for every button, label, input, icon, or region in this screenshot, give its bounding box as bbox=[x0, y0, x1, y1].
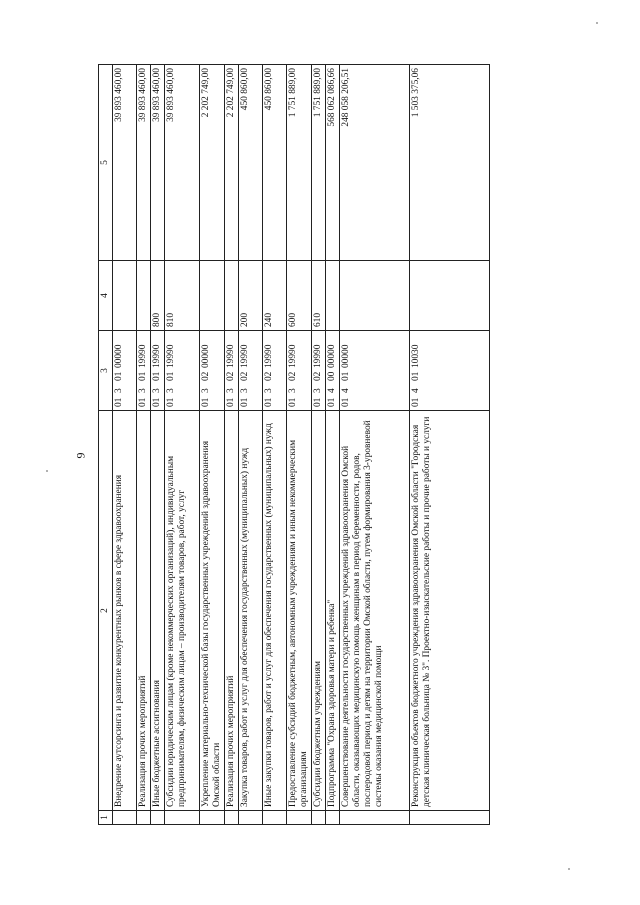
row-name-cell: Иные закупки товаров, работ и услуг для обеспечения государственных (муниципальных) нужд bbox=[263, 411, 287, 811]
row-index-cell bbox=[200, 811, 225, 825]
row-index-cell bbox=[340, 811, 410, 825]
code-part: 01 bbox=[152, 397, 162, 407]
row-code-cell bbox=[287, 331, 312, 411]
page-number: 9 bbox=[73, 452, 88, 459]
code-part: 10030 bbox=[411, 344, 421, 368]
header-col-4: 4 bbox=[99, 261, 113, 331]
code-part: 01 bbox=[226, 397, 236, 407]
row-index-cell bbox=[151, 811, 165, 825]
row-kvr-cell: 240 bbox=[263, 261, 287, 331]
table-row bbox=[326, 65, 340, 825]
table-row bbox=[151, 65, 165, 825]
code-part: 3 bbox=[313, 388, 323, 393]
row-name-cell: Субсидии бюджетным учреждениям bbox=[312, 411, 326, 811]
code-part: 00000 bbox=[327, 344, 337, 368]
row-code-cell bbox=[137, 331, 151, 411]
scan-speck bbox=[46, 470, 48, 472]
rotated-table-container bbox=[98, 65, 580, 825]
row-code-cell bbox=[312, 331, 326, 411]
row-kvr-cell: 610 bbox=[312, 261, 326, 331]
scan-speck bbox=[596, 22, 598, 24]
row-name-cell: Реконструкция объектов бюджетного учреждения здравоохранения Омской области "Городская детская клиническая больница № 3". Проектно-изыскательские работы и прочие работы и услуги bbox=[410, 411, 490, 811]
code-part: 02 bbox=[226, 371, 236, 381]
code-part: 00000 bbox=[114, 344, 124, 368]
table-row bbox=[200, 65, 225, 825]
row-index-cell bbox=[312, 811, 326, 825]
table-row bbox=[137, 65, 151, 825]
code-part: 02 bbox=[240, 371, 250, 381]
code-part: 01 bbox=[240, 397, 250, 407]
row-index-cell bbox=[263, 811, 287, 825]
table-row bbox=[239, 65, 263, 825]
row-kvr-cell bbox=[326, 261, 340, 331]
code-part: 01 bbox=[166, 371, 176, 381]
row-kvr-cell bbox=[113, 261, 137, 331]
row-name-cell: Подпрограмма "Охрана здоровья матери и ребенка" bbox=[326, 411, 340, 811]
code-part: 3 bbox=[152, 388, 162, 393]
header-col-1: 1 bbox=[99, 811, 113, 825]
row-name-cell: Реализация прочих мероприятий bbox=[225, 411, 239, 811]
row-index-cell bbox=[287, 811, 312, 825]
row-code-cell bbox=[239, 331, 263, 411]
row-amount-cell: 568 062 086,66 bbox=[326, 65, 340, 261]
row-name-cell: Реализация прочих мероприятий bbox=[137, 411, 151, 811]
row-kvr-cell: 200 bbox=[239, 261, 263, 331]
code-part: 19990 bbox=[288, 344, 298, 368]
code-part: 3 bbox=[114, 388, 124, 393]
code-part: 4 bbox=[327, 388, 337, 393]
row-index-cell bbox=[410, 811, 490, 825]
table-row bbox=[312, 65, 326, 825]
row-name-cell: Закупка товаров, работ и услуг для обеспечения государственных (муниципальных) нужд bbox=[239, 411, 263, 811]
row-name-cell: Иные бюджетные ассигнования bbox=[151, 411, 165, 811]
header-col-2: 2 bbox=[99, 411, 113, 811]
row-index-cell bbox=[113, 811, 137, 825]
code-part: 01 bbox=[114, 371, 124, 381]
table-row bbox=[225, 65, 239, 825]
row-kvr-cell bbox=[340, 261, 410, 331]
code-part: 19990 bbox=[226, 344, 236, 368]
row-code-cell bbox=[410, 331, 490, 411]
row-kvr-cell: 800 bbox=[151, 261, 165, 331]
code-part: 02 bbox=[288, 371, 298, 381]
code-part: 00000 bbox=[201, 344, 211, 368]
code-part: 01 bbox=[288, 397, 298, 407]
row-amount-cell: 450 860,00 bbox=[263, 65, 287, 261]
row-amount-cell: 248 058 206,51 bbox=[340, 65, 410, 261]
code-part: 4 bbox=[411, 388, 421, 393]
row-amount-cell: 2 202 749,00 bbox=[225, 65, 239, 261]
code-part: 02 bbox=[313, 371, 323, 381]
row-index-cell bbox=[239, 811, 263, 825]
row-kvr-cell bbox=[225, 261, 239, 331]
code-part: 01 bbox=[341, 371, 351, 381]
code-part: 01 bbox=[313, 397, 323, 407]
row-kvr-cell bbox=[137, 261, 151, 331]
code-part: 19990 bbox=[152, 344, 162, 368]
header-col-3: 3 bbox=[99, 331, 113, 411]
code-part: 3 bbox=[226, 388, 236, 393]
code-part: 19990 bbox=[264, 344, 274, 368]
row-code-cell bbox=[326, 331, 340, 411]
row-index-cell bbox=[326, 811, 340, 825]
code-part: 00000 bbox=[341, 344, 351, 368]
row-amount-cell: 39 893 460,00 bbox=[113, 65, 137, 261]
code-part: 01 bbox=[327, 397, 337, 407]
code-part: 01 bbox=[138, 397, 148, 407]
code-part: 3 bbox=[166, 388, 176, 393]
code-part: 3 bbox=[138, 388, 148, 393]
row-kvr-cell: 810 bbox=[165, 261, 200, 331]
row-name-cell: Субсидии юридическим лицам (кроме некоммерческих организаций), индивидуальным предпринимателям, физическим лицам – производителям товаров, работ, услуг bbox=[165, 411, 200, 811]
code-part: 01 bbox=[411, 371, 421, 381]
budget-table bbox=[98, 64, 490, 825]
row-code-cell bbox=[200, 331, 225, 411]
row-amount-cell: 450 860,00 bbox=[239, 65, 263, 261]
row-code-cell bbox=[340, 331, 410, 411]
row-kvr-cell bbox=[410, 261, 490, 331]
code-part: 02 bbox=[264, 371, 274, 381]
row-index-cell bbox=[225, 811, 239, 825]
row-amount-cell: 1 751 889,00 bbox=[287, 65, 312, 261]
code-part: 01 bbox=[114, 397, 124, 407]
code-part: 3 bbox=[240, 388, 250, 393]
row-kvr-cell bbox=[200, 261, 225, 331]
row-index-cell bbox=[165, 811, 200, 825]
row-amount-cell: 2 202 749,00 bbox=[200, 65, 225, 261]
code-part: 01 bbox=[411, 397, 421, 407]
code-part: 01 bbox=[201, 397, 211, 407]
code-part: 02 bbox=[201, 371, 211, 381]
row-code-cell bbox=[263, 331, 287, 411]
code-part: 19990 bbox=[313, 344, 323, 368]
row-name-cell: Совершенствование деятельности государственных учреждений здравоохранения Омской области, оказывающих медицинскую помощь женщинам в период беременности, родов, послеродовой период и детям на территории Омской области, путем формирования 3-уровневой системы оказания медицинской помощи bbox=[340, 411, 410, 811]
code-part: 01 bbox=[166, 397, 176, 407]
scan-speck bbox=[568, 868, 570, 870]
table-row bbox=[410, 65, 490, 825]
code-part: 3 bbox=[288, 388, 298, 393]
header-row bbox=[99, 65, 113, 825]
table-body bbox=[113, 65, 490, 825]
row-amount-cell: 39 893 460,00 bbox=[137, 65, 151, 261]
row-amount-cell: 39 893 460,00 bbox=[151, 65, 165, 261]
code-part: 3 bbox=[264, 388, 274, 393]
row-name-cell: Укрепление материально-технической базы государственных учреждений здравоохранения Омской области bbox=[200, 411, 225, 811]
row-amount-cell: 1 751 889,00 bbox=[312, 65, 326, 261]
code-part: 4 bbox=[341, 388, 351, 393]
row-amount-cell: 1 503 375,06 bbox=[410, 65, 490, 261]
code-part: 3 bbox=[201, 388, 211, 393]
row-index-cell bbox=[137, 811, 151, 825]
row-kvr-cell: 600 bbox=[287, 261, 312, 331]
code-part: 01 bbox=[152, 371, 162, 381]
table-row bbox=[287, 65, 312, 825]
table-row bbox=[165, 65, 200, 825]
table-row bbox=[263, 65, 287, 825]
table-row bbox=[340, 65, 410, 825]
code-part: 01 bbox=[138, 371, 148, 381]
code-part: 19990 bbox=[240, 344, 250, 368]
header-col-5: 5 bbox=[99, 65, 113, 261]
row-code-cell bbox=[151, 331, 165, 411]
row-amount-cell: 39 893 460,00 bbox=[165, 65, 200, 261]
code-part: 01 bbox=[341, 397, 351, 407]
table-row bbox=[113, 65, 137, 825]
row-name-cell: Внедрение аутсорсинга и развитие конкурентных рынков в сфере здравоохранения bbox=[113, 411, 137, 811]
code-part: 19990 bbox=[166, 344, 176, 368]
row-code-cell bbox=[113, 331, 137, 411]
code-part: 19990 bbox=[138, 344, 148, 368]
code-part: 01 bbox=[264, 397, 274, 407]
row-code-cell bbox=[165, 331, 200, 411]
row-code-cell bbox=[225, 331, 239, 411]
code-part: 00 bbox=[327, 371, 337, 381]
row-name-cell: Предоставление субсидий бюджетным, автономным учреждениям и иным некоммерческим организациям bbox=[287, 411, 312, 811]
